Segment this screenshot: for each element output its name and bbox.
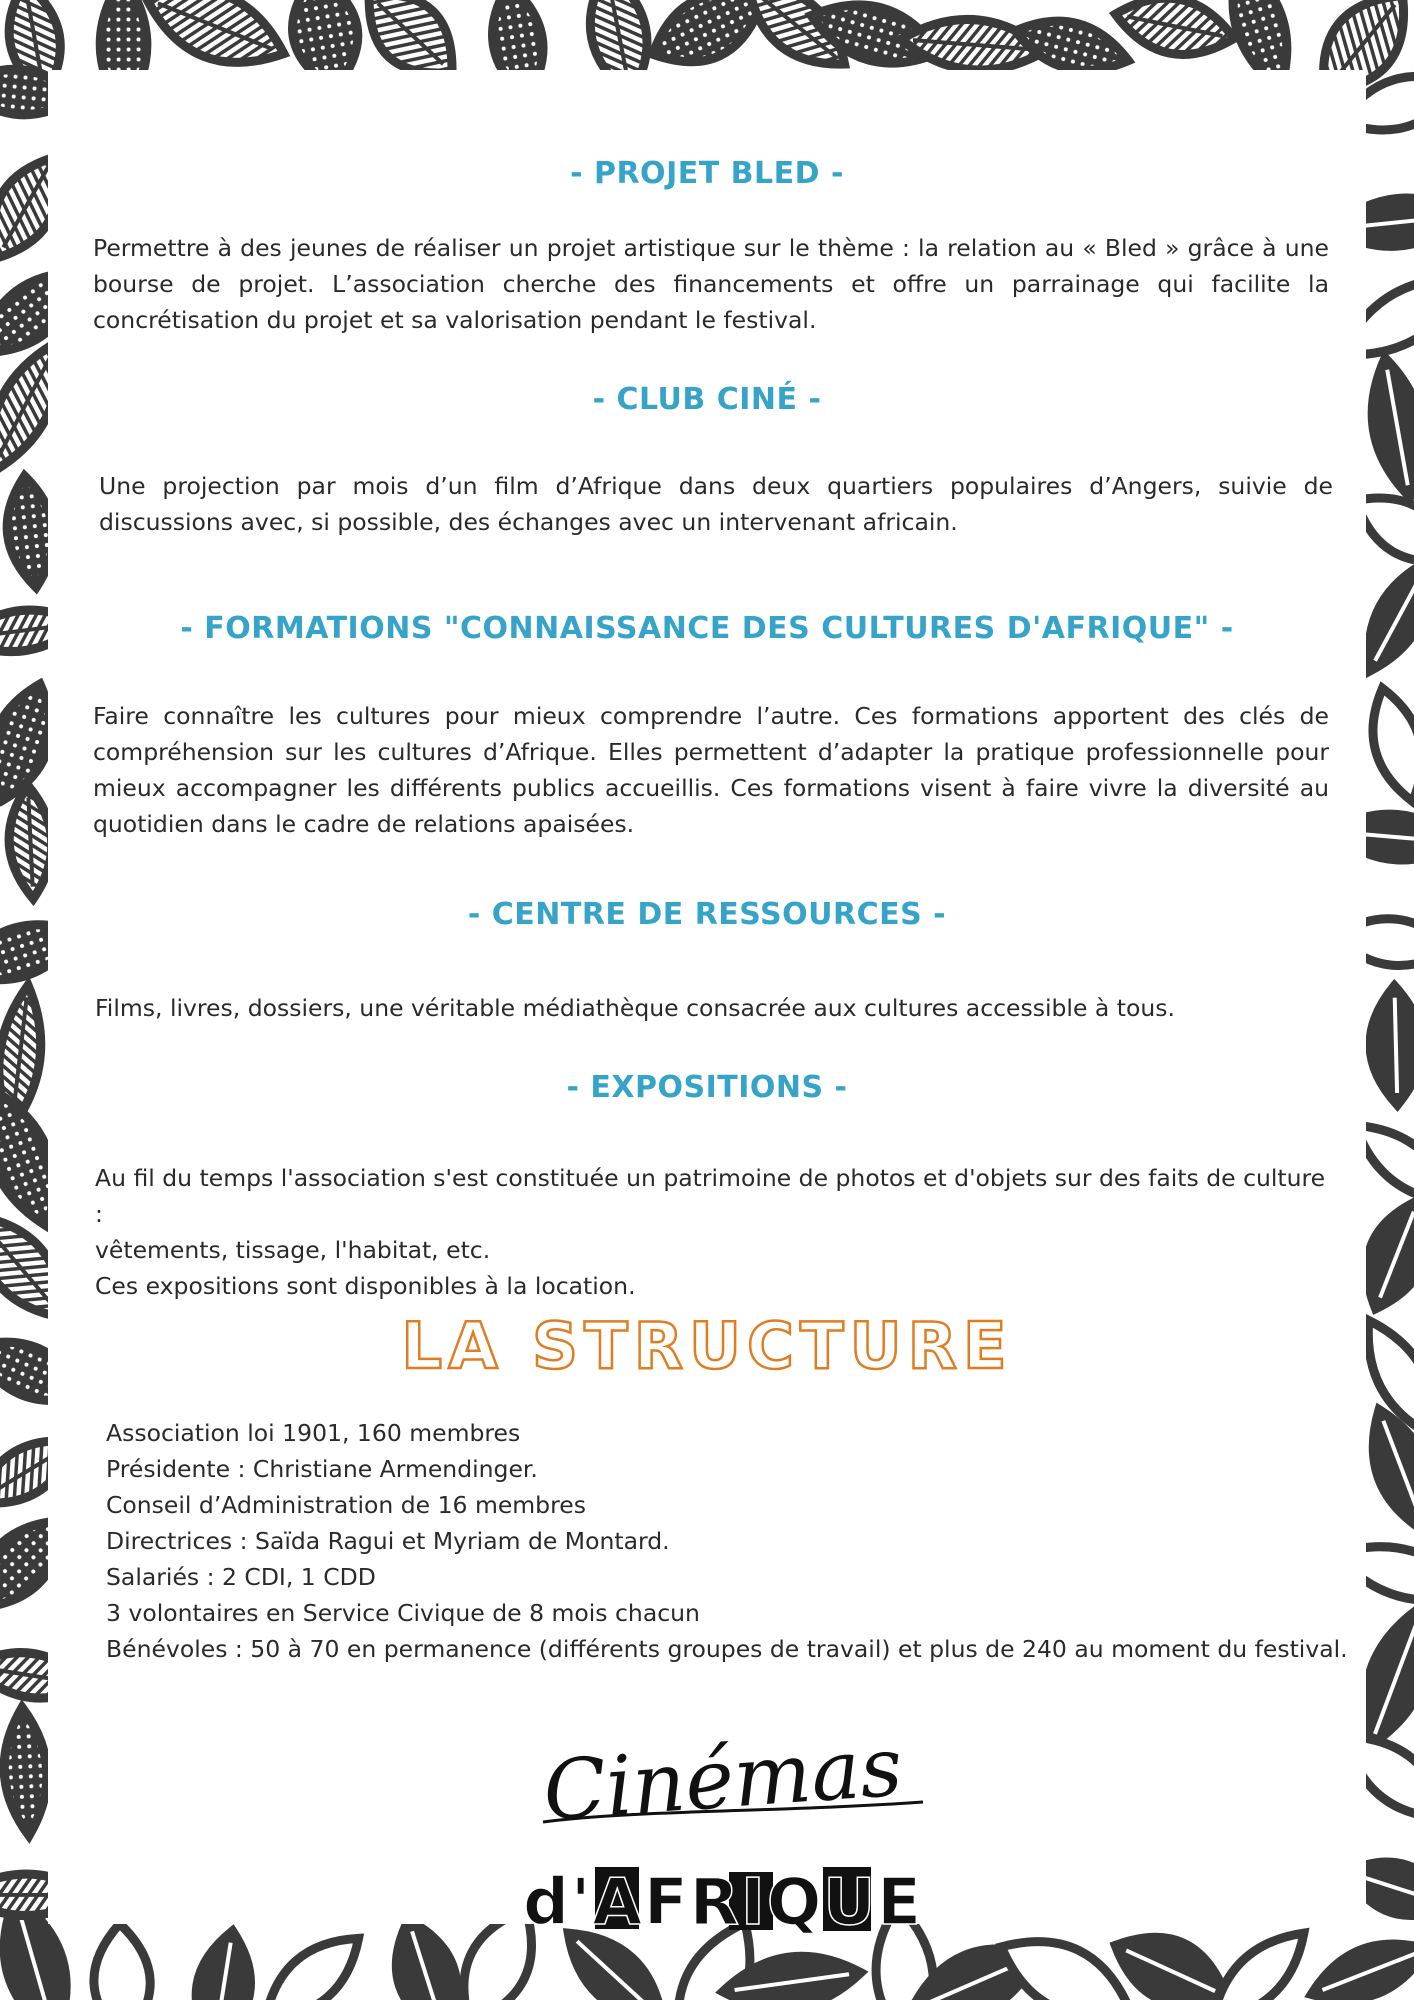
text-line: concrétisation du projet et sa valorisation pendant le festival. [93, 306, 817, 334]
section-text-formations [93, 698, 1329, 842]
section-title-expositions: - EXPOSITIONS - [566, 1070, 848, 1105]
section-title-formations: - FORMATIONS "CONNAISSANCE DES CULTURES D'AFRIQUE" - [180, 611, 1234, 646]
text-line: mieux accompagner les différents publics accueillis. Ces formations visent à faire vivre la diversité au [93, 774, 1329, 802]
structure-item: 3 volontaires en Service Civique de 8 mois chacun [106, 1599, 700, 1627]
structure-item: Présidente : Christiane Armendinger. [106, 1455, 538, 1483]
text-line: vêtements, tissage, l'habitat, etc. [95, 1236, 491, 1264]
text-line: Au fil du temps l'association s'est constituée un patrimoine de photos et d'objets sur des faits de culture : [95, 1164, 1326, 1228]
structure-list [106, 1415, 1348, 1667]
text-line: Films, livres, dossiers, une véritable médiathèque consacrée aux cultures accessible à tous. [95, 994, 1175, 1022]
section-text-expositions [95, 1160, 1335, 1304]
section-title-centre-ressources: - CENTRE DE RESSOURCES - [467, 897, 947, 932]
text-line: Permettre à des jeunes de réaliser un projet artistique sur le thème : la relation au « Bled » grâce à une [93, 234, 1329, 262]
logo-line-2: d'AFRIQUE [523, 1866, 923, 1940]
logo-line-1: Cinémas [540, 1719, 906, 1840]
section-title-club-cine: - CLUB CINÉ - [592, 382, 822, 417]
text-line: compréhension sur les cultures d’Afrique. Elles permettent d’adapter la pratique professionnelle pour [93, 738, 1329, 766]
structure-item: Salariés : 2 CDI, 1 CDD [106, 1563, 376, 1591]
border-leaf-vein [1395, 998, 1397, 1093]
text-line: discussions avec, si possible, des échanges avec un intervenant africain. [99, 508, 958, 536]
section-title-projet-bled: - PROJET BLED - [570, 156, 844, 191]
cinemas-dafrique-logo [483, 1702, 963, 1982]
text-line: Une projection par mois d’un film d’Afrique dans deux quartiers populaires d’Angers, suivie de [99, 472, 1333, 500]
text-line: quotidien dans le cadre de relations apaisées. [93, 810, 635, 838]
structure-item: Conseil d’Administration de 16 membres [106, 1491, 586, 1519]
content-panel [48, 70, 1366, 1940]
section-text-centre-ressources [95, 990, 1331, 1026]
structure-title: LA STRUCTURE [401, 1310, 1013, 1384]
structure-item: Directrices : Saïda Ragui et Myriam de Montard. [106, 1527, 670, 1555]
structure-item: Bénévoles : 50 à 70 en permanence (différents groupes de travail) et plus de 240 au moment du festival. [106, 1635, 1348, 1663]
text-line: Faire connaître les cultures pour mieux comprendre l’autre. Ces formations apportent des clés de [93, 702, 1329, 730]
section-text-club-cine [99, 468, 1333, 540]
text-line: Ces expositions sont disponibles à la location. [95, 1272, 636, 1300]
structure-item: Association loi 1901, 160 membres [106, 1419, 521, 1447]
text-line: bourse de projet. L’association cherche des financements et offre un parrainage qui facilite la [93, 270, 1329, 298]
section-text-projet-bled [93, 230, 1329, 338]
